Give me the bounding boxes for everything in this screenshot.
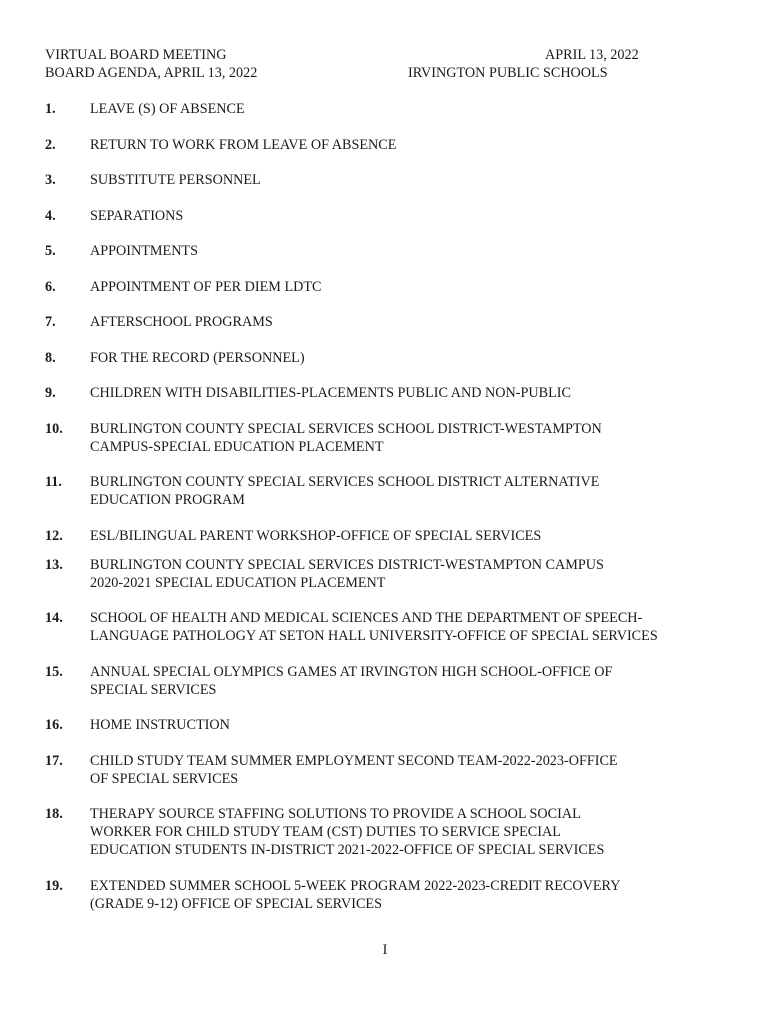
item-title: SEPARATIONS — [90, 207, 184, 224]
item-title: APPOINTMENTS — [90, 243, 198, 259]
agenda-title: BOARD AGENDA, APRIL 13, 2022 — [45, 65, 258, 81]
item-title: EXTENDED SUMMER SCHOOL 5-WEEK PROGRAM 2022-2023-CREDIT RECOVERY (GRADE 9-12) OFFICE OF SPECIAL SERVICES — [90, 877, 621, 912]
item-number: 7. — [45, 314, 56, 330]
item-title: LEAVE (S) OF ABSENCE — [90, 101, 245, 117]
item-number: 18. — [45, 806, 63, 822]
page-number: I — [382, 942, 388, 958]
meeting-date: APRIL 13, 2022 — [545, 47, 639, 63]
agenda-item — [45, 100, 725, 118]
agenda-item — [45, 242, 725, 260]
item-number: 6. — [45, 278, 56, 295]
agenda-item — [45, 473, 725, 509]
agenda-item — [45, 384, 725, 402]
agenda-item — [45, 207, 725, 225]
item-number: 9. — [45, 385, 56, 401]
item-number: 17. — [45, 752, 63, 769]
item-number: 13. — [45, 556, 63, 573]
item-title: APPOINTMENT OF PER DIEM LDTC — [90, 278, 322, 295]
agenda-item — [45, 349, 725, 367]
agenda-item — [45, 716, 725, 734]
agenda-list — [45, 100, 725, 930]
item-number: 14. — [45, 610, 63, 626]
item-title: FOR THE RECORD (PERSONNEL) — [90, 349, 305, 366]
item-number: 8. — [45, 349, 56, 366]
agenda-item — [45, 136, 725, 154]
meeting-type: VIRTUAL BOARD MEETING — [45, 47, 227, 63]
item-title: RETURN TO WORK FROM LEAVE OF ABSENCE — [90, 136, 397, 153]
item-number: 12. — [45, 527, 63, 544]
item-title: CHILDREN WITH DISABILITIES-PLACEMENTS PUBLIC AND NON-PUBLIC — [90, 385, 571, 401]
item-title: ANNUAL SPECIAL OLYMPICS GAMES AT IRVINGTON HIGH SCHOOL-OFFICE OF SPECIAL SERVICES — [90, 663, 613, 698]
agenda-item — [45, 171, 725, 189]
item-number: 19. — [45, 877, 63, 894]
agenda-item — [45, 663, 725, 699]
agenda-item — [45, 278, 725, 296]
agenda-item — [45, 420, 725, 456]
district-name: IRVINGTON PUBLIC SCHOOLS — [408, 65, 608, 81]
header-row-1 — [45, 46, 665, 64]
item-title: ESL/BILINGUAL PARENT WORKSHOP-OFFICE OF SPECIAL SERVICES — [90, 527, 542, 544]
agenda-item — [45, 609, 725, 645]
agenda-item — [45, 877, 725, 913]
item-title: AFTERSCHOOL PROGRAMS — [90, 314, 273, 330]
item-number: 11. — [45, 474, 62, 490]
header-row-2 — [45, 64, 665, 82]
item-title: BURLINGTON COUNTY SPECIAL SERVICES SCHOOL DISTRICT ALTERNATIVE EDUCATION PROGRAM — [90, 474, 600, 508]
item-number: 10. — [45, 420, 63, 437]
item-number: 3. — [45, 172, 56, 188]
item-title: CHILD STUDY TEAM SUMMER EMPLOYMENT SECOND TEAM-2022-2023-OFFICE OF SPECIAL SERVICES — [90, 752, 618, 787]
agenda-item — [45, 313, 725, 331]
item-title: SUBSTITUTE PERSONNEL — [90, 172, 261, 188]
item-title: BURLINGTON COUNTY SPECIAL SERVICES DISTRICT-WESTAMPTON CAMPUS 2020-2021 SPECIAL EDUCATION PLACEMENT — [90, 556, 604, 591]
item-number: 16. — [45, 717, 63, 733]
agenda-item — [45, 752, 725, 788]
document-header — [45, 46, 665, 82]
agenda-item — [45, 805, 725, 859]
item-number: 4. — [45, 207, 56, 224]
item-title: SCHOOL OF HEALTH AND MEDICAL SCIENCES AND THE DEPARTMENT OF SPEECH- LANGUAGE PATHOLOGY AT SETON HALL UNIVERSITY-OFFICE OF SPECIAL SERVICES — [90, 610, 658, 644]
item-number: 1. — [45, 101, 56, 117]
item-number: 5. — [45, 243, 56, 259]
item-title: HOME INSTRUCTION — [90, 717, 230, 733]
item-title: BURLINGTON COUNTY SPECIAL SERVICES SCHOOL DISTRICT-WESTAMPTON CAMPUS-SPECIAL EDUCATION PLACEMENT — [90, 420, 602, 455]
item-number: 2. — [45, 136, 56, 153]
item-number: 15. — [45, 663, 63, 680]
agenda-item — [45, 556, 725, 592]
item-title: THERAPY SOURCE STAFFING SOLUTIONS TO PROVIDE A SCHOOL SOCIAL WORKER FOR CHILD STUDY TEAM (CST) DUTIES TO SERVICE SPECIAL EDUCATION STUDENTS IN-DISTRICT 2021-2022-OFFICE OF SPECIAL SERVICES — [90, 806, 605, 858]
agenda-item — [45, 527, 725, 545]
